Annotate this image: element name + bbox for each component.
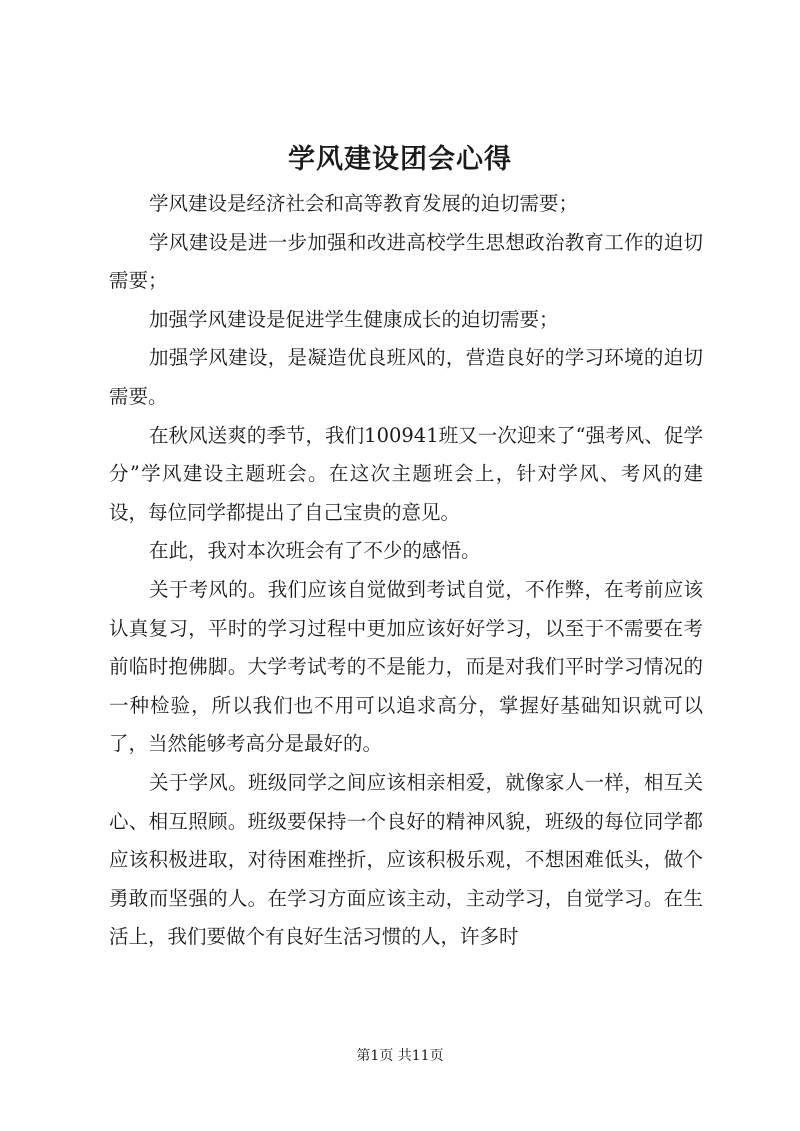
paragraph: 关于考风的。我们应该自觉做到考试自觉，不作弊，在考前应该认真复习，平时的学习过程中更加应该好好学习，以至于不需要在考前临时抱佛脚。大学考试考的不是能力，而是对我们平时学习情况的一种检验，所以我们也不用可以追求高分，掌握好基础知识就可以了，当然能够考高分是最好的。 [109, 577, 703, 756]
paragraph: 加强学风建设，是凝造优良班风的，营造良好的学习环境的迫切需要。 [109, 346, 703, 408]
paragraph: 关于学风。班级同学之间应该相亲相爱，就像家人一样，相互关心、相互照顾。班级要保持一个良好的精神风貌，班级的每位同学都应该积极进取，对待困难挫折，应该积极乐观，不想困难低头，做个勇敢而坚强的人。在学习方面应该主动，主动学习，自觉学习。在生活上，我们要做个有良好生活习惯的人，许多时 [109, 770, 703, 949]
paragraph: 加强学风建设是促进学生健康成长的迫切需要； [148, 307, 559, 331]
paragraph: 学风建设是进一步加强和改进高校学生思想政治教育工作的迫切需要； [109, 230, 703, 293]
document-title: 学风建设团会心得 [288, 144, 512, 175]
page-number-footer: 第1页 共11页 [356, 1048, 444, 1064]
document-body [109, 185, 703, 957]
paragraph: 学风建设是经济社会和高等教育发展的迫切需要； [148, 192, 578, 215]
paragraph: 在此，我对本次班会有了不少的感悟。 [148, 539, 481, 563]
paragraph: 在秋风送爽的季节，我们100941班又一次迎来了“强考风、促学分”学风建设主题班会。在这次主题班会上，针对学风、考风的建设，每位同学都提出了自己宝贵的意见。 [109, 423, 703, 524]
